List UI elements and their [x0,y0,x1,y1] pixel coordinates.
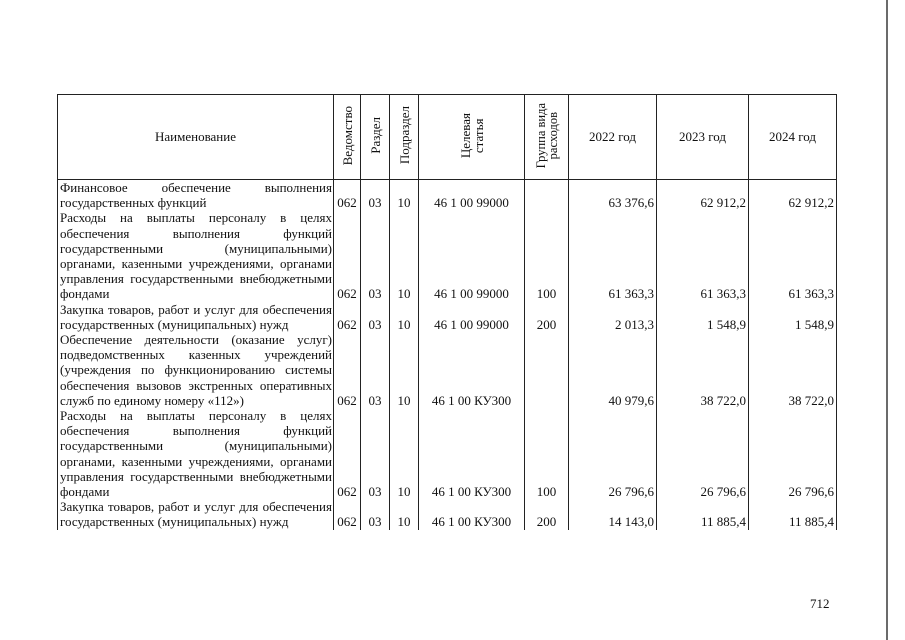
row-2022: 40 979,6 [569,332,657,408]
row-2023: 26 796,6 [657,408,749,499]
header-vedomstvo [334,95,361,180]
header-podrazdel [390,95,419,180]
row-ved: 062 [334,210,361,301]
row-gruppa: 100 [525,210,569,301]
row-ved: 062 [334,408,361,499]
row-name: Финансовое обеспечение выполнения государственных функций [58,180,334,211]
row-2023: 61 363,3 [657,210,749,301]
row-name: Закупка товаров, работ и услуг для обеспечения государственных (муниципальных) нужд [58,499,334,529]
scan-edge-line [886,0,888,640]
row-2024: 26 796,6 [749,408,837,499]
row-2024: 62 912,2 [749,180,837,211]
header-vedomstvo-label: Ведомство [339,105,355,166]
row-2023: 1 548,9 [657,302,749,332]
row-name: Расходы на выплаты персоналу в целях обеспечения выполнения функций государственными (муниципальными) органами, казенными учреждениями, органами управления государственными внебюджетными фондами [58,210,334,301]
row-podrazdel: 10 [390,302,419,332]
row-statya: 46 1 00 99000 [419,302,525,332]
header-gruppa-label: Группа вида расходов [533,102,560,169]
row-gruppa: 100 [525,408,569,499]
header-podrazdel-label: Подраздел [396,106,412,165]
row-razdel: 03 [361,210,390,301]
row-2022: 61 363,3 [569,210,657,301]
table-row [58,499,837,529]
row-2024: 11 885,4 [749,499,837,529]
row-ved: 062 [334,332,361,408]
header-2023: 2023 год [657,95,749,180]
table-row [58,302,837,332]
header-gruppa [525,95,569,180]
page-number: 712 [810,596,830,611]
row-podrazdel: 10 [390,408,419,499]
row-podrazdel: 10 [390,499,419,529]
row-razdel: 03 [361,302,390,332]
row-statya: 46 1 00 КУ300 [419,408,525,499]
row-ved: 062 [334,180,361,211]
row-2024: 1 548,9 [749,302,837,332]
row-2022: 26 796,6 [569,408,657,499]
budget-table [57,94,837,530]
row-gruppa: 200 [525,499,569,529]
row-2022: 63 376,6 [569,180,657,211]
table-header-row [58,95,837,180]
table-row [58,180,837,211]
row-2023: 38 722,0 [657,332,749,408]
row-2022: 14 143,0 [569,499,657,529]
row-gruppa: 200 [525,302,569,332]
row-name: Обеспечение деятельности (оказание услуг) подведомственных казенных учреждений (учреждения по функционированию системы обеспечения вызовов экстренных оперативных служб по единому номеру «112») [58,332,334,408]
row-2024: 61 363,3 [749,210,837,301]
table-row [58,210,837,301]
header-razdel [361,95,390,180]
header-razdel-label: Раздел [367,117,383,154]
row-razdel: 03 [361,332,390,408]
row-statya: 46 1 00 99000 [419,210,525,301]
row-gruppa [525,332,569,408]
row-razdel: 03 [361,180,390,211]
row-2023: 62 912,2 [657,180,749,211]
row-podrazdel: 10 [390,180,419,211]
table-row [58,408,837,499]
row-statya: 46 1 00 КУ300 [419,499,525,529]
row-razdel: 03 [361,408,390,499]
header-2022: 2022 год [569,95,657,180]
header-2024: 2024 год [749,95,837,180]
header-celevaya-label: Целевая статья [457,112,486,158]
row-2022: 2 013,3 [569,302,657,332]
row-statya: 46 1 00 99000 [419,180,525,211]
row-statya: 46 1 00 КУ300 [419,332,525,408]
row-name: Закупка товаров, работ и услуг для обеспечения государственных (муниципальных) нужд [58,302,334,332]
row-ved: 062 [334,302,361,332]
header-name: Наименование [58,95,334,180]
row-razdel: 03 [361,499,390,529]
header-celevaya [419,95,525,180]
row-podrazdel: 10 [390,332,419,408]
row-gruppa [525,180,569,211]
table-row [58,332,837,408]
row-ved: 062 [334,499,361,529]
row-2023: 11 885,4 [657,499,749,529]
row-name: Расходы на выплаты персоналу в целях обеспечения выполнения функций государственными (муниципальными) органами, казенными учреждениями, органами управления государственными внебюджетными фондами [58,408,334,499]
row-2024: 38 722,0 [749,332,837,408]
row-podrazdel: 10 [390,210,419,301]
